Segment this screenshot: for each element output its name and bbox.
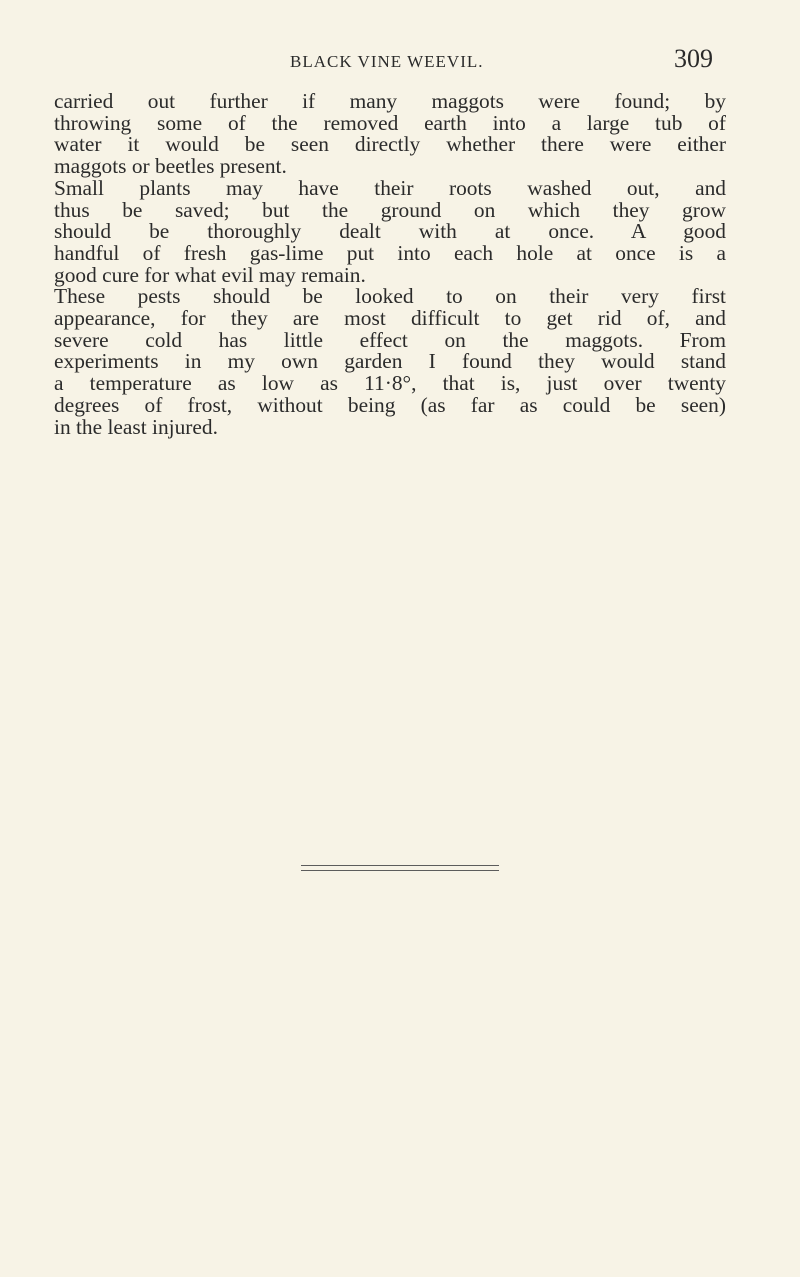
text-line: carried out further if many maggots were found; by	[54, 89, 726, 113]
text-line: Small plants may have their roots washed out, and	[54, 175, 726, 200]
text-line: water it would be seen directly whether there were either	[54, 132, 726, 157]
text-line: in the least injured.	[54, 414, 218, 439]
text-line: throwing some of the removed earth into a large tub of	[54, 110, 726, 135]
text-line: a temperature as low as 11·8°, that is, just over twenty	[54, 371, 726, 396]
text-line: handful of fresh gas-lime put into each hole at once is a	[54, 240, 726, 265]
running-title: BLACK VINE WEEVIL.	[290, 52, 484, 71]
text-line: appearance, for they are most difficult to get rid of, and	[54, 306, 726, 331]
text-line: thus be saved; but the ground on which they grow	[54, 197, 726, 222]
section-divider-rule	[301, 870, 499, 871]
text-line: should be thoroughly dealt with at once. A good	[54, 219, 726, 244]
text-line: experiments in my own garden I found they would stand	[54, 349, 726, 374]
page-number: 309	[674, 44, 713, 73]
text-line: maggots or beetles present.	[54, 154, 287, 179]
section-divider-rule	[301, 865, 499, 866]
text-line: good cure for what evil may remain.	[54, 262, 366, 287]
body-text	[54, 91, 726, 438]
text-line: severe cold has little effect on the maggots. From	[54, 327, 726, 352]
text-line: degrees of frost, without being (as far as could be seen)	[54, 392, 726, 417]
text-line: These pests should be looked to on their very first	[54, 284, 726, 309]
